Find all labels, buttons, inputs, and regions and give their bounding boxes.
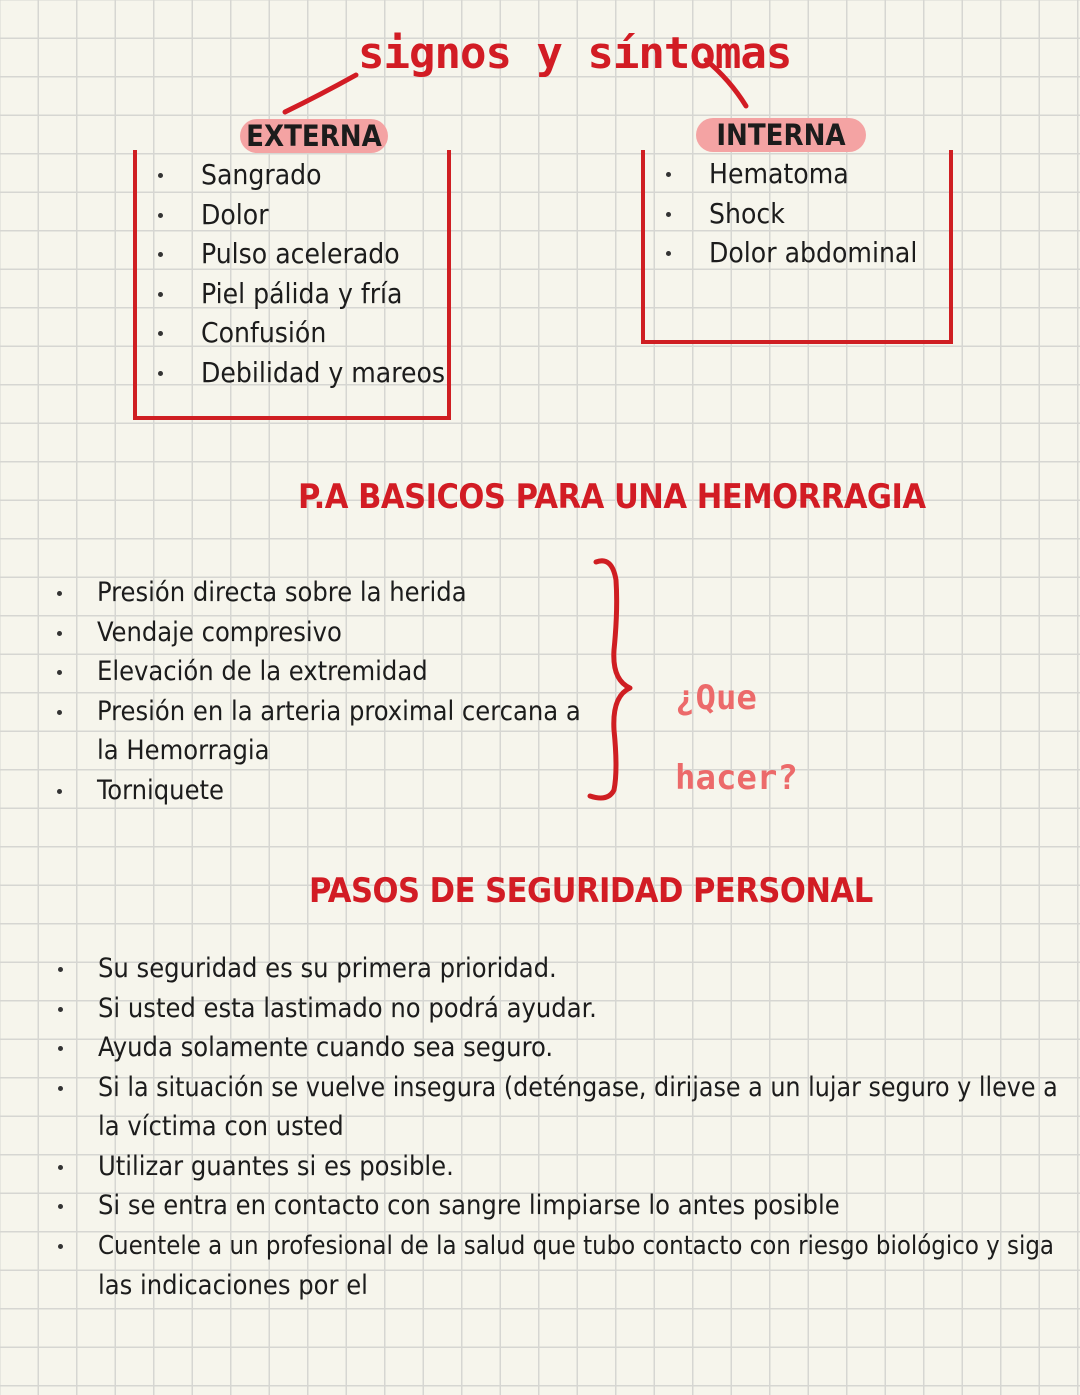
bullet-icon	[57, 789, 62, 794]
que-hacer-note	[675, 638, 798, 838]
interna-item: Shock	[709, 194, 917, 234]
externa-item: Dolor	[201, 195, 445, 235]
bullet-icon	[158, 292, 163, 297]
list-item: Utilizar guantes si es posible.	[98, 1147, 1058, 1187]
bullet-icon	[57, 670, 62, 675]
bullet-icon	[58, 967, 63, 972]
curly-brace	[590, 561, 630, 798]
interna-item: Hematoma	[709, 154, 917, 194]
bullet-icon	[58, 1007, 63, 1012]
externa-item: Sangrado	[201, 155, 445, 195]
list-item: Cuentele a un profesional de la salud que tubo contacto con riesgo biológico y siga	[98, 1226, 1058, 1267]
bullet-icon	[57, 631, 62, 636]
interna-label: INTERNA	[696, 118, 866, 152]
list-item-continuation: la Hemorragia	[97, 735, 270, 766]
bullet-icon	[158, 252, 163, 257]
bullet-icon	[158, 213, 163, 218]
bullet-icon	[158, 371, 163, 376]
bullet-icon	[158, 173, 163, 178]
interna-item: Dolor abdominal	[709, 233, 917, 273]
bullet-icon	[58, 1086, 63, 1091]
list-item: Torniquete	[97, 771, 581, 811]
connector-left	[285, 75, 356, 112]
externa-list	[201, 155, 445, 392]
externa-item: Pulso acelerado	[201, 234, 445, 274]
list-item: Elevación de la extremidad	[97, 652, 581, 692]
primeros-auxilios-list	[97, 573, 581, 810]
list-item: Presión directa sobre la herida	[97, 573, 581, 613]
bullet-icon	[58, 1046, 63, 1051]
externa-item: Piel pálida y fría	[201, 274, 445, 314]
list-item: Si la situación se vuelve insegura (deténgase, dirijase a un lujar seguro y lleve a	[98, 1068, 1058, 1108]
interna-list	[709, 154, 917, 273]
primeros-auxilios-heading: P.A BASICOS PARA UNA HEMORRAGIA	[298, 477, 926, 517]
bullet-icon	[666, 212, 671, 217]
note-line: ¿Que	[675, 678, 757, 718]
bullet-icon	[58, 1244, 63, 1249]
bullet-icon	[58, 1165, 63, 1170]
list-item: Si usted esta lastimado no podrá ayudar.	[98, 989, 1058, 1029]
bullet-icon	[666, 172, 671, 177]
list-item-continuation: la víctima con usted	[98, 1111, 344, 1142]
note-line: hacer?	[675, 758, 798, 798]
bullet-icon	[666, 251, 671, 256]
bullet-icon	[57, 710, 62, 715]
externa-item: Debilidad y mareos	[201, 353, 445, 393]
externa-label: EXTERNA	[240, 119, 388, 153]
bullet-icon	[158, 331, 163, 336]
seguridad-list	[98, 949, 1058, 1306]
list-item: Ayuda solamente cuando sea seguro.	[98, 1028, 1058, 1068]
list-item: Vendaje compresivo	[97, 613, 581, 653]
externa-item: Confusión	[201, 313, 445, 353]
bullet-icon	[57, 591, 62, 596]
page-title: signos y síntomas	[358, 28, 792, 79]
list-item: Su seguridad es su primera prioridad.	[98, 949, 1058, 989]
seguridad-heading: PASOS DE SEGURIDAD PERSONAL	[309, 871, 873, 911]
list-item: Si se entra en contacto con sangre limpiarse lo antes posible	[98, 1186, 1058, 1226]
list-item-continuation: las indicaciones por el	[98, 1270, 368, 1301]
bullet-icon	[58, 1204, 63, 1209]
list-item: Presión en la arteria proximal cercana a	[97, 692, 581, 732]
